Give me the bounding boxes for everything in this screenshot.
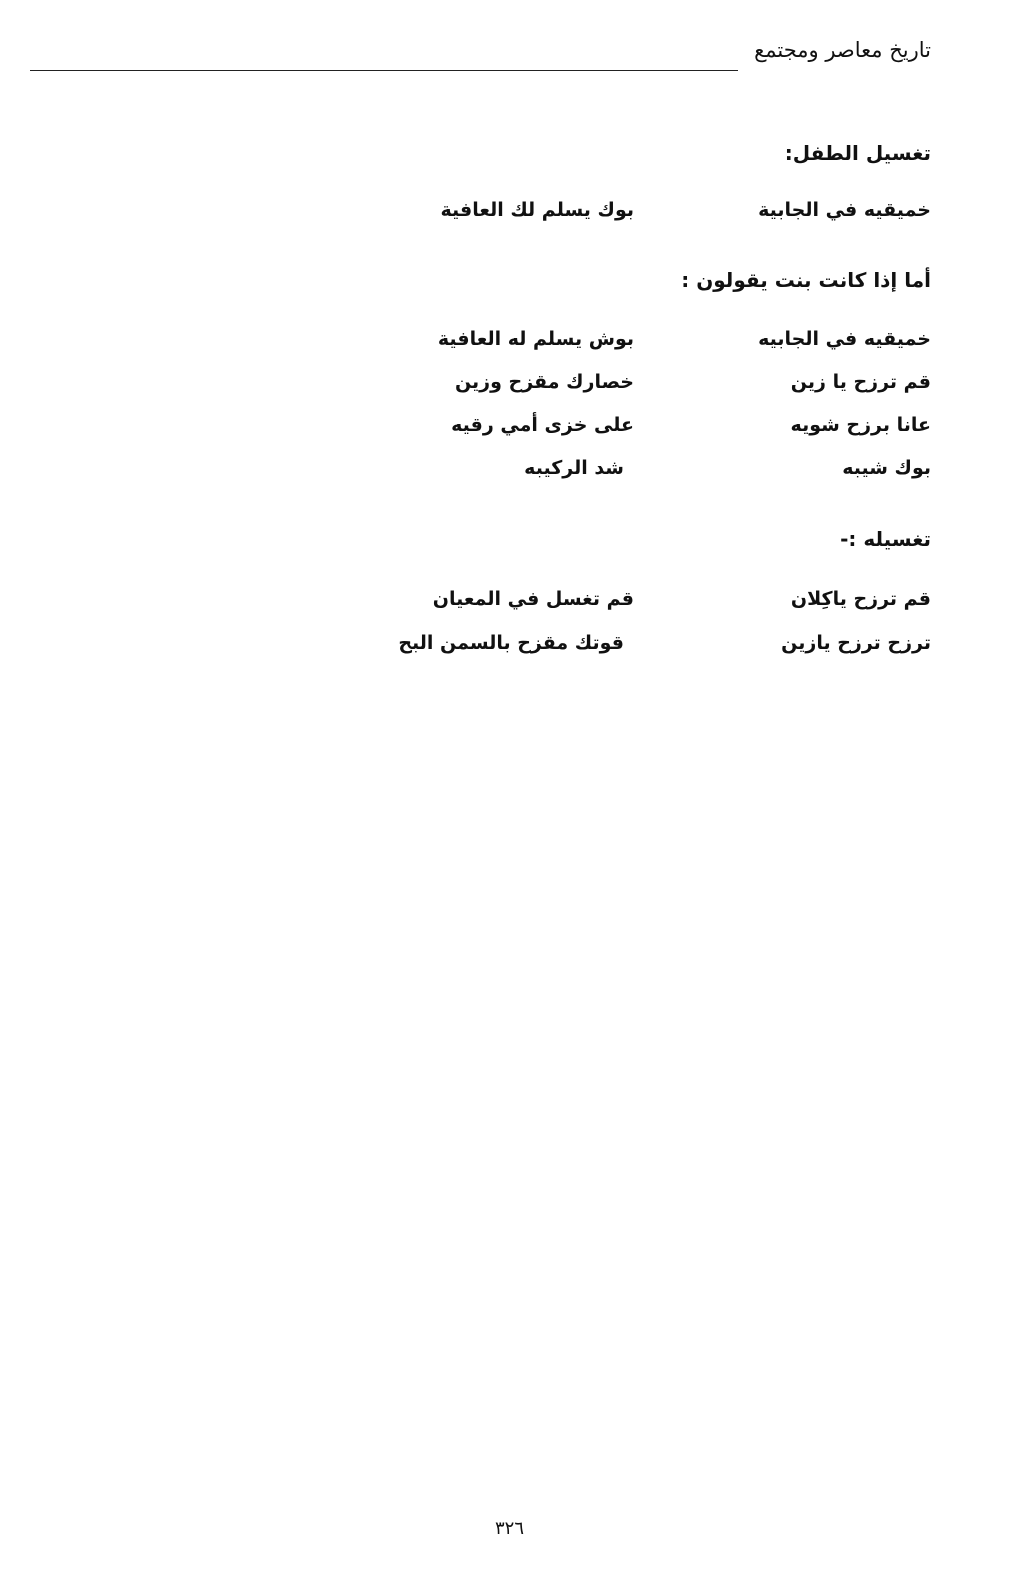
verse-1-right: خميقيه في الجابية	[758, 199, 931, 221]
verse-2-right: خميقيه في الجابيه	[758, 328, 931, 350]
section-heading-girl: أما إذا كانت بنت يقولون :	[681, 268, 931, 292]
verse-3-right: قم ترزح يا زين	[790, 371, 931, 393]
verse-7-right: ترزح ترزح يازين	[781, 632, 931, 654]
page-number: ٣٢٦	[494, 1518, 524, 1539]
verse-1-left: بوك يسلم لك العافية	[440, 199, 634, 221]
verse-7-left: قوتك مقزح بالسمن البح	[398, 632, 624, 654]
section-heading-child-washing: تغسيل الطفل:	[784, 141, 931, 165]
verse-5-left: شد الركيبه	[524, 457, 624, 479]
verse-4-right: عانا برزح شويه	[790, 414, 931, 436]
verse-2-left: بوش يسلم له العافية	[437, 328, 634, 350]
verse-3-left: خصارك مقزح وزين	[454, 371, 634, 393]
verse-6-right: قم ترزح ياكِلان	[790, 588, 931, 610]
verse-5-right: بوك شيبه	[842, 457, 931, 479]
header-rule	[30, 70, 738, 71]
verse-4-left: على خزى أمي رقيه	[451, 414, 634, 436]
running-header-title: تاريخ معاصر ومجتمع	[754, 38, 931, 62]
section-heading-washing: تغسيله :-	[840, 527, 931, 551]
verse-6-left: قم تغسل في المعيان	[432, 588, 634, 610]
